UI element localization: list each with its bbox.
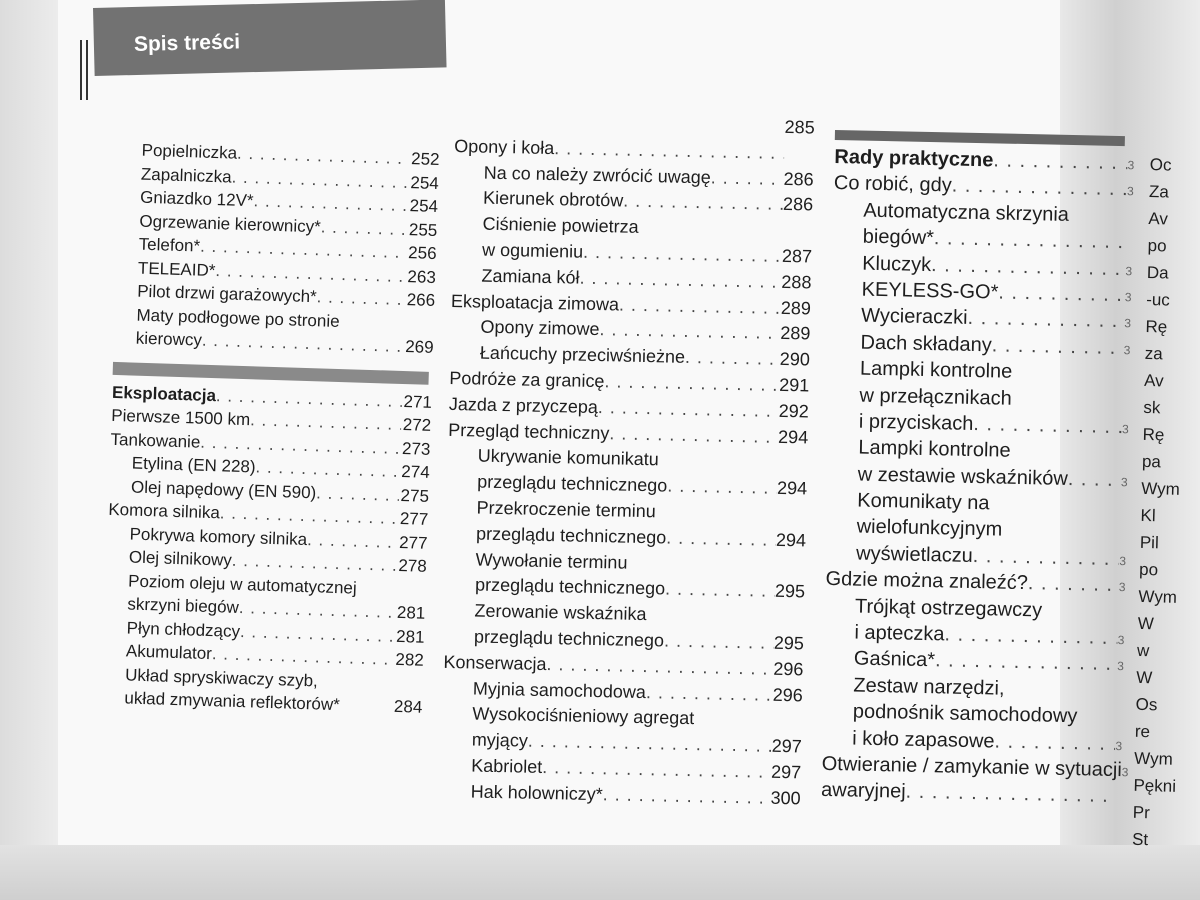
toc-page-number: 294 xyxy=(777,426,809,448)
toc-entry-title: Poziom oleju w automatycznej xyxy=(127,570,358,598)
toc-entry-title: Maty podłogowe po stronie xyxy=(136,305,340,331)
toc-page-number: 277 xyxy=(398,532,428,553)
dot-leader xyxy=(934,227,1127,254)
toc-entry-title: w zestawie wskaźników xyxy=(857,463,1069,490)
toc-entry-title: Akumulator xyxy=(125,641,213,664)
dot-leader xyxy=(316,287,405,310)
toc-entry-fragment: St xyxy=(1131,829,1149,850)
dot-leader xyxy=(542,757,771,783)
dot-leader xyxy=(931,254,1126,281)
toc-entry-fragment: pa xyxy=(1141,451,1162,472)
toc-page-number: 296 xyxy=(773,658,804,680)
section-divider xyxy=(113,361,429,384)
toc-entry-title: Olej silnikowy xyxy=(128,547,233,570)
toc-page-number: 284 xyxy=(393,696,423,717)
toc-entry-title: Ogrzewanie kierownicy* xyxy=(139,211,322,236)
toc-entry-fragment: Pękni xyxy=(1133,775,1177,796)
toc-entry-title: Myjnia samochodowa xyxy=(472,678,647,702)
dot-leader xyxy=(994,730,1115,756)
toc-entry-title: Zamiana kół xyxy=(481,265,580,288)
toc-entry-title: Układ spryskiwaczy szyb, xyxy=(124,664,319,690)
toc-page-number: 3 xyxy=(1124,316,1132,331)
dot-leader xyxy=(250,410,402,435)
toc-page-number xyxy=(774,623,804,624)
toc-entry-fragment: Os xyxy=(1135,694,1158,715)
dot-leader xyxy=(599,319,780,344)
toc-page-number: 3 xyxy=(1121,421,1129,437)
dot-leader xyxy=(237,144,410,169)
toc-page-number: 254 xyxy=(409,196,439,217)
dot-leader xyxy=(253,191,408,216)
toc-entry-title: Hak holowniczy* xyxy=(470,781,603,804)
toc-entry-title: Opony i koła xyxy=(454,135,555,158)
dot-leader xyxy=(255,457,400,482)
toc-page-number: 277 xyxy=(399,508,429,529)
toc-page-number: 294 xyxy=(775,529,807,551)
margin-line xyxy=(86,40,88,100)
toc-page-number: 289 xyxy=(780,323,811,344)
toc-entry-title: Pokrywa komory silnika xyxy=(129,524,308,549)
toc-page-number: 3 xyxy=(1126,184,1134,199)
dot-leader xyxy=(598,397,779,422)
toc-page-number: 291 xyxy=(779,374,810,396)
toc-entry-title: Wycieraczki xyxy=(860,304,968,330)
toc-entry-fragment: Rę xyxy=(1142,424,1165,445)
toc-page-number: 294 xyxy=(776,477,808,499)
toc-page-number xyxy=(396,594,426,595)
toc-page-number: 278 xyxy=(398,555,428,576)
toc-entry-title: Ukrywanie komunikatu xyxy=(477,445,660,470)
toc-entry-title: Lampki kontrolne xyxy=(859,357,1013,383)
dot-leader xyxy=(665,579,775,602)
toc-page-number: 275 xyxy=(400,485,430,506)
toc-page-number: 3 xyxy=(1116,659,1124,674)
dot-leader xyxy=(951,175,1127,202)
toc-page-number: 3 xyxy=(1118,580,1126,595)
dot-leader xyxy=(240,622,395,647)
toc-entry-title: Podróże za granicę xyxy=(449,367,605,392)
toc-page-number: 3 xyxy=(1124,290,1132,305)
dot-leader xyxy=(991,334,1124,360)
dot-leader xyxy=(232,551,398,576)
toc-entry-title: Trójkąt ostrzegawczy xyxy=(854,595,1043,622)
toc-entry-title: Przegląd techniczny xyxy=(448,419,610,443)
toc-entry-fragment: Pil xyxy=(1139,532,1160,553)
toc-entry-title: i apteczka xyxy=(854,621,945,646)
toc-entry-title: skrzyni biegów xyxy=(127,594,240,617)
toc-page-number: 3 xyxy=(1115,738,1123,753)
toc-page-number: 297 xyxy=(771,735,802,757)
toc-page-number: 295 xyxy=(773,632,805,654)
toc-entry-fragment: za xyxy=(1144,343,1164,364)
toc-entry-title: Otwieranie / zamykanie w sytuacji xyxy=(821,752,1122,782)
toc-page-number: 269 xyxy=(404,337,434,357)
toc-page-number: 272 xyxy=(402,415,432,435)
toc-entry-fragment: Pr xyxy=(1132,802,1151,823)
toc-entry-title: Konserwacja xyxy=(443,651,547,674)
toc-entry-title: Kabriolet xyxy=(471,755,543,777)
toc-entry-title: Zapalniczka xyxy=(140,164,232,187)
dot-leader xyxy=(973,545,1120,571)
toc-page-number: 3 xyxy=(1125,263,1133,278)
toc-page-number: 292 xyxy=(778,400,809,422)
toc-page-number: 288 xyxy=(781,271,812,293)
toc-entry-title: Eksploatacja zimowa xyxy=(450,290,620,315)
toc-entry-title: Gaśnica* xyxy=(853,647,936,672)
margin-line xyxy=(80,40,82,100)
toc-page-number xyxy=(778,468,808,469)
toc-entry-fragment: Da xyxy=(1146,262,1169,283)
toc-entry-fragment: sk xyxy=(1143,397,1161,418)
toc-page-number: 295 xyxy=(774,581,806,602)
page-bottom-shadow xyxy=(0,845,1200,900)
dot-leader xyxy=(546,654,773,680)
dot-leader xyxy=(623,191,783,215)
toc-entry-title: Tankowanie xyxy=(110,429,201,452)
dot-leader xyxy=(973,413,1122,439)
toc-page-number: 282 xyxy=(395,649,425,670)
toc-entry-title: Popielniczka xyxy=(141,140,238,163)
toc-page-number: 263 xyxy=(407,266,437,287)
toc-page-number: 286 xyxy=(783,168,814,190)
toc-entry-title: Kluczyk xyxy=(861,252,932,276)
dot-leader xyxy=(528,731,772,757)
toc-page-number xyxy=(784,159,814,160)
toc-entry-title: Przekroczenie terminu xyxy=(476,497,656,522)
dot-leader xyxy=(666,527,776,550)
dot-leader xyxy=(711,167,784,190)
toc-entry-title: Łańcuchy przeciwśnieżne xyxy=(479,342,686,368)
toc-page-number: 300 xyxy=(770,787,801,809)
toc-entry-title: w ogumieniu xyxy=(481,239,584,262)
toc-entry-title: Ciśnienie powietrza xyxy=(482,213,639,238)
toc-entry-fragment: re xyxy=(1134,721,1151,742)
toc-entry-title: w przełącznikach xyxy=(859,384,1012,410)
toc-entry-title: Gdzie można znaleźć? xyxy=(825,568,1029,595)
toc-entry-fragment: W xyxy=(1137,613,1155,634)
toc-page-number: 3 xyxy=(1123,342,1131,357)
toc-entry-title: i przyciskach xyxy=(858,410,974,435)
toc-page-number: 274 xyxy=(401,462,431,482)
toc-page-number: 254 xyxy=(410,172,440,193)
toc-page-number: 3 xyxy=(1120,474,1128,489)
toc-page-number xyxy=(393,688,423,689)
toc-entry-title: podnośnik samochodowy xyxy=(852,700,1078,728)
toc-entry-fragment: Za xyxy=(1148,181,1170,202)
toc-entry-title: wielofunkcyjnym xyxy=(856,516,1003,542)
toc-entry-title: Zestaw narzędzi, xyxy=(853,674,1005,700)
toc-page-number: 281 xyxy=(395,626,425,647)
page-title: Spis treści xyxy=(133,30,241,57)
toc-entry-title: Olej napędowy (EN 590) xyxy=(130,477,317,502)
toc-entry-fragment: po xyxy=(1147,235,1167,256)
dot-leader xyxy=(998,281,1125,307)
toc-entry-title: myjący xyxy=(471,729,529,751)
toc-entry-fragment: -uc xyxy=(1145,289,1171,310)
toc-page-number: 3 xyxy=(1127,158,1135,173)
toc-column-3 xyxy=(821,130,1135,812)
dot-leader xyxy=(603,784,771,809)
dot-leader xyxy=(1068,468,1122,492)
toc-entry-title: Wywołanie terminu xyxy=(475,549,628,573)
toc-page-number: 281 xyxy=(396,602,426,623)
toc-page-number: 286 xyxy=(782,194,814,215)
toc-entry-title: awaryjnej xyxy=(820,779,906,803)
dot-leader xyxy=(967,307,1124,333)
toc-entry-title: Kierunek obrotów xyxy=(482,188,624,211)
toc-entry-fragment: w xyxy=(1136,640,1150,661)
toc-entry-fragment: Rę xyxy=(1145,316,1168,337)
dot-leader xyxy=(646,682,773,706)
dot-leader xyxy=(307,530,398,553)
dot-leader xyxy=(216,386,403,412)
dot-leader xyxy=(935,650,1118,677)
toc-entry-title: Wysokociśnieniowy agregat xyxy=(472,703,695,729)
page-header xyxy=(93,0,447,76)
dot-leader xyxy=(944,623,1118,650)
toc-entry-fragment: Av xyxy=(1143,370,1164,391)
toc-entry-title: układ zmywania reflektorów* xyxy=(124,688,341,715)
toc-page-number xyxy=(782,236,812,237)
dot-leader xyxy=(993,149,1128,175)
toc-entry-title: wyświetlaczu xyxy=(855,542,974,567)
toc-entry-title: TELEAID* xyxy=(137,258,216,280)
toc-entry-title: przeglądu technicznego xyxy=(473,626,665,651)
toc-entry-fragment: Oc xyxy=(1149,155,1172,175)
toc-page-number: 273 xyxy=(401,438,431,459)
toc-entry-fragment: Av xyxy=(1148,208,1169,229)
dot-leader xyxy=(1028,572,1119,597)
toc-entry-fragment: Wym xyxy=(1138,586,1178,607)
toc-column-1 xyxy=(102,140,440,721)
toc-entry-title: Lampki kontrolne xyxy=(858,436,1011,463)
toc-page-number: 3 xyxy=(1117,633,1125,648)
toc-entry-title: Gniazdko 12V* xyxy=(139,187,254,211)
toc-entry-title: biegów* xyxy=(862,225,935,250)
toc-entry-title: Płyn chłodzący xyxy=(126,617,241,641)
dot-leader xyxy=(667,476,777,499)
toc-entry-fragment: Wym xyxy=(1141,478,1181,499)
toc-entry-title: Na co należy zwrócić uwagę xyxy=(483,162,711,187)
toc-page-number xyxy=(772,726,802,727)
toc-section-continued xyxy=(113,140,439,361)
toc-page-number: 290 xyxy=(779,349,811,370)
toc-entry-title: Komunikaty na xyxy=(857,489,990,515)
toc-page-number: 271 xyxy=(403,391,433,412)
dot-leader xyxy=(579,267,781,292)
toc-page-number: 3 xyxy=(1121,765,1129,780)
toc-entry-title: Komora silnika xyxy=(108,499,221,523)
toc-entry-title: przeglądu technicznego xyxy=(475,523,667,548)
toc-entry-title: Rady praktyczne xyxy=(834,145,994,172)
dot-leader xyxy=(583,242,782,267)
toc-entry-fragment: po xyxy=(1138,559,1159,580)
toc-entry-title: Pierwsze 1500 km xyxy=(111,405,251,430)
book-binding-edge xyxy=(0,0,58,900)
toc-page-number: 256 xyxy=(407,243,437,263)
dot-leader xyxy=(604,371,779,396)
toc-entry-title: Eksploatacja xyxy=(111,382,217,405)
toc-section-eksploatacja xyxy=(102,382,432,721)
toc-column-2 xyxy=(440,110,815,814)
toc-page-number: 285 xyxy=(784,116,815,138)
dot-leader xyxy=(316,483,399,506)
toc-entry-title: Zerowanie wskaźnika xyxy=(474,600,647,625)
toc-page-number: 255 xyxy=(408,219,438,240)
toc-page-number: 297 xyxy=(770,761,802,783)
toc-page-number: 252 xyxy=(410,149,440,170)
dot-leader xyxy=(905,781,1115,808)
toc-entry-title: KEYLESS-GO* xyxy=(861,278,999,304)
dot-leader xyxy=(554,138,784,164)
toc-entry-title: Jazda z przyczepą xyxy=(448,393,599,417)
toc-entry-title: Etylina (EN 228) xyxy=(131,453,256,477)
dot-leader xyxy=(664,630,774,653)
dot-leader xyxy=(685,347,780,370)
toc-page-number: 296 xyxy=(772,684,804,705)
dot-leader xyxy=(619,294,781,318)
toc-entry-title: Dach składany xyxy=(860,331,992,357)
toc-entry-title: przeglądu technicznego xyxy=(474,574,666,599)
toc-page-number: 266 xyxy=(406,290,436,310)
toc-entry-title: Co robić, gdy xyxy=(833,172,952,197)
toc-page-number xyxy=(776,520,806,521)
dot-leader xyxy=(320,217,407,240)
toc-page-number xyxy=(404,329,434,330)
dot-leader xyxy=(609,423,778,448)
toc-page-number: 3 xyxy=(1119,553,1127,569)
toc-entry-title: Telefon* xyxy=(138,234,201,256)
toc-page-number: 287 xyxy=(781,245,813,267)
toc-entry-fragment: Kl xyxy=(1140,505,1156,526)
dot-leader xyxy=(231,167,409,193)
toc-page-number: 289 xyxy=(780,297,812,319)
toc-page-number xyxy=(775,571,805,572)
toc-entry-title: i koło zapasowe xyxy=(852,727,995,753)
toc-entry-fragment: W xyxy=(1136,667,1153,688)
toc-entry-fragment: Wym xyxy=(1133,748,1174,769)
toc-entry-title: Pilot drzwi garażowych* xyxy=(136,281,317,307)
dot-leader xyxy=(220,503,399,529)
toc-entry-title: Opony zimowe xyxy=(480,316,600,340)
toc-entry-title: Automatyczna skrzynia xyxy=(863,199,1070,226)
toc-entry-title: kierowcy xyxy=(135,328,203,350)
dot-leader xyxy=(239,598,396,623)
toc-entry-title: przeglądu technicznego xyxy=(477,471,668,496)
